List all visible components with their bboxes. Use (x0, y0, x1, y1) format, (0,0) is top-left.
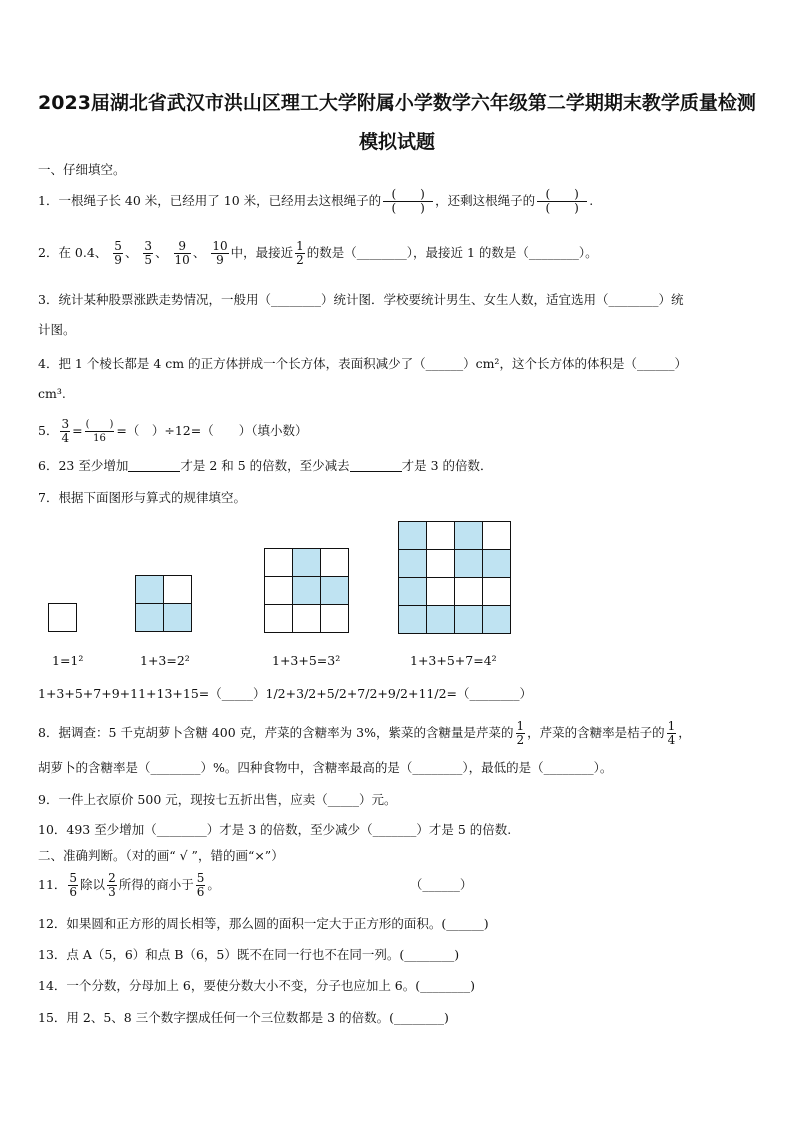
question-3: 3．统计某种股票涨跌走势情况，一般用（________）统计图．学校要统计男生、女生人数，适宜选用（________）统 (38, 292, 684, 307)
figure-caption: 1+3+5=3² (272, 653, 341, 668)
answer-blank[interactable] (350, 459, 402, 472)
grid-1x1 (48, 603, 77, 632)
question-14: 14．一个分数，分母加上 6，要使分数大小不变，分子也应加上 6。(________) (38, 978, 476, 993)
fraction: $\frac{5}{9}$ (114, 239, 122, 267)
fraction: $\frac{1}{2}$ (296, 239, 304, 267)
question-10: 10．493 至少增加（________）才是 3 的倍数，至少减少（_______）才是 5 的倍数. (38, 822, 512, 837)
question-7-answer: 1+3+5+7+9+11+13+15=（_____）1/2+3/2+5/2+7/2+9/2+11/2=（________） (38, 686, 533, 701)
question-11: 11． $\frac{5}{6}$ 除以 $\frac{2}{3}$ 所得的商小于 $\frac{5}{6}$ 。 （______） (38, 871, 473, 899)
question-9: 9．一件上衣原价 500 元，现按七五折出售，应卖（_____）元。 (38, 792, 397, 807)
section-heading-2: 二、准确判断。（对的画“ √ ”，错的画“×”） (38, 848, 284, 863)
figure-caption: 1+3=2² (140, 653, 190, 668)
answer-paren[interactable]: （______） (409, 877, 473, 892)
fraction: $\frac{10}{9}$ (212, 239, 228, 267)
question-5: 5． $\frac{3}{4}$ = $\frac{( )}{16}$ =（ ）÷12=（ ）（填小数） (38, 417, 308, 445)
fraction: $\frac{5}{6}$ (196, 871, 205, 899)
fraction: $\frac{3}{5}$ (144, 239, 153, 267)
pattern-figures (0, 515, 794, 675)
question-6: 6．23 至少增加 才是 2 和 5 的倍数，至少减去 才是 3 的倍数． (38, 458, 493, 473)
fraction: $\frac{2}{3}$ (108, 871, 116, 899)
question-8: 8．据调查：5 千克胡萝卜含糖 400 克，芹菜的含糖率为 3%，紫菜的含糖量是芹菜的 $\frac{1}{2}$ ，芹菜的含糖率是桔子的 $\frac{1}{4}$ ， (38, 719, 691, 747)
section-heading-1: 一、仔细填空。 (38, 162, 126, 177)
fraction: $\frac{3}{4}$ (61, 417, 70, 445)
fraction-blank: $\frac{( )}{16}$ (85, 419, 114, 444)
question-15: 15．用 2、5、8 三个数字摆成任何一个三位数都是 3 的倍数。(________) (38, 1010, 449, 1025)
fraction-blank: $\frac{( )}{( )}$ (537, 188, 587, 215)
figure-caption: 1=1² (52, 653, 84, 668)
question-2: 2．在 0.4、 $\frac{5}{9}$ 、 $\frac{3}{5}$ 、 $\frac{9}{10}$ 、 $\frac{10}{9}$ 中，最接近 $\frac{1}{2}$ 的数是（________），最接近 1 的数是（________）。 (38, 239, 598, 267)
grid-3x3 (264, 548, 349, 633)
question-7: 7．根据下面图形与算式的规律填空。 (38, 490, 246, 505)
page-title-line2: 模拟试题 (358, 131, 435, 153)
answer-blank[interactable] (128, 459, 180, 472)
question-12: 12．如果圆和正方形的周长相等，那么圆的面积一定大于正方形的面积。(______) (38, 916, 489, 931)
fraction: $\frac{9}{10}$ (174, 239, 190, 267)
fraction: $\frac{1}{2}$ (516, 719, 525, 747)
fraction: $\frac{1}{4}$ (667, 719, 676, 747)
page-title: 2023届湖北省武汉市洪山区理工大学附属小学数学六年级第二学期期末教学质量检测 (38, 92, 756, 114)
grid-4x4 (398, 521, 511, 634)
figure-caption: 1+3+5+7=4² (410, 653, 497, 668)
grid-2x2 (135, 575, 192, 632)
question-4-cont: cm³. (38, 386, 66, 401)
fraction: $\frac{5}{6}$ (69, 871, 78, 899)
fraction-blank: $\frac{( )}{( )}$ (383, 188, 433, 215)
question-4: 4．把 1 个棱长都是 4 cm 的正方体拼成一个长方体，表面积减少了（______）cm²，这个长方体的体积是（______） (38, 356, 687, 371)
question-8-cont: 胡萝卜的含糖率是（________）%。四种食物中，含糖率最高的是（________），最低的是（________）。 (38, 760, 613, 775)
question-1: 1．一根绳子长 40 米，已经用了 10 米，已经用去这根绳子的 $\frac{( )}{( )}$ ，还剩这根绳子的 $\frac{( )}{( )}$ . (38, 187, 594, 215)
question-3-cont: 计图。 (38, 322, 76, 337)
question-13: 13．点 A（5，6）和点 B（6，5）既不在同一行也不在同一列。(________) (38, 947, 460, 962)
